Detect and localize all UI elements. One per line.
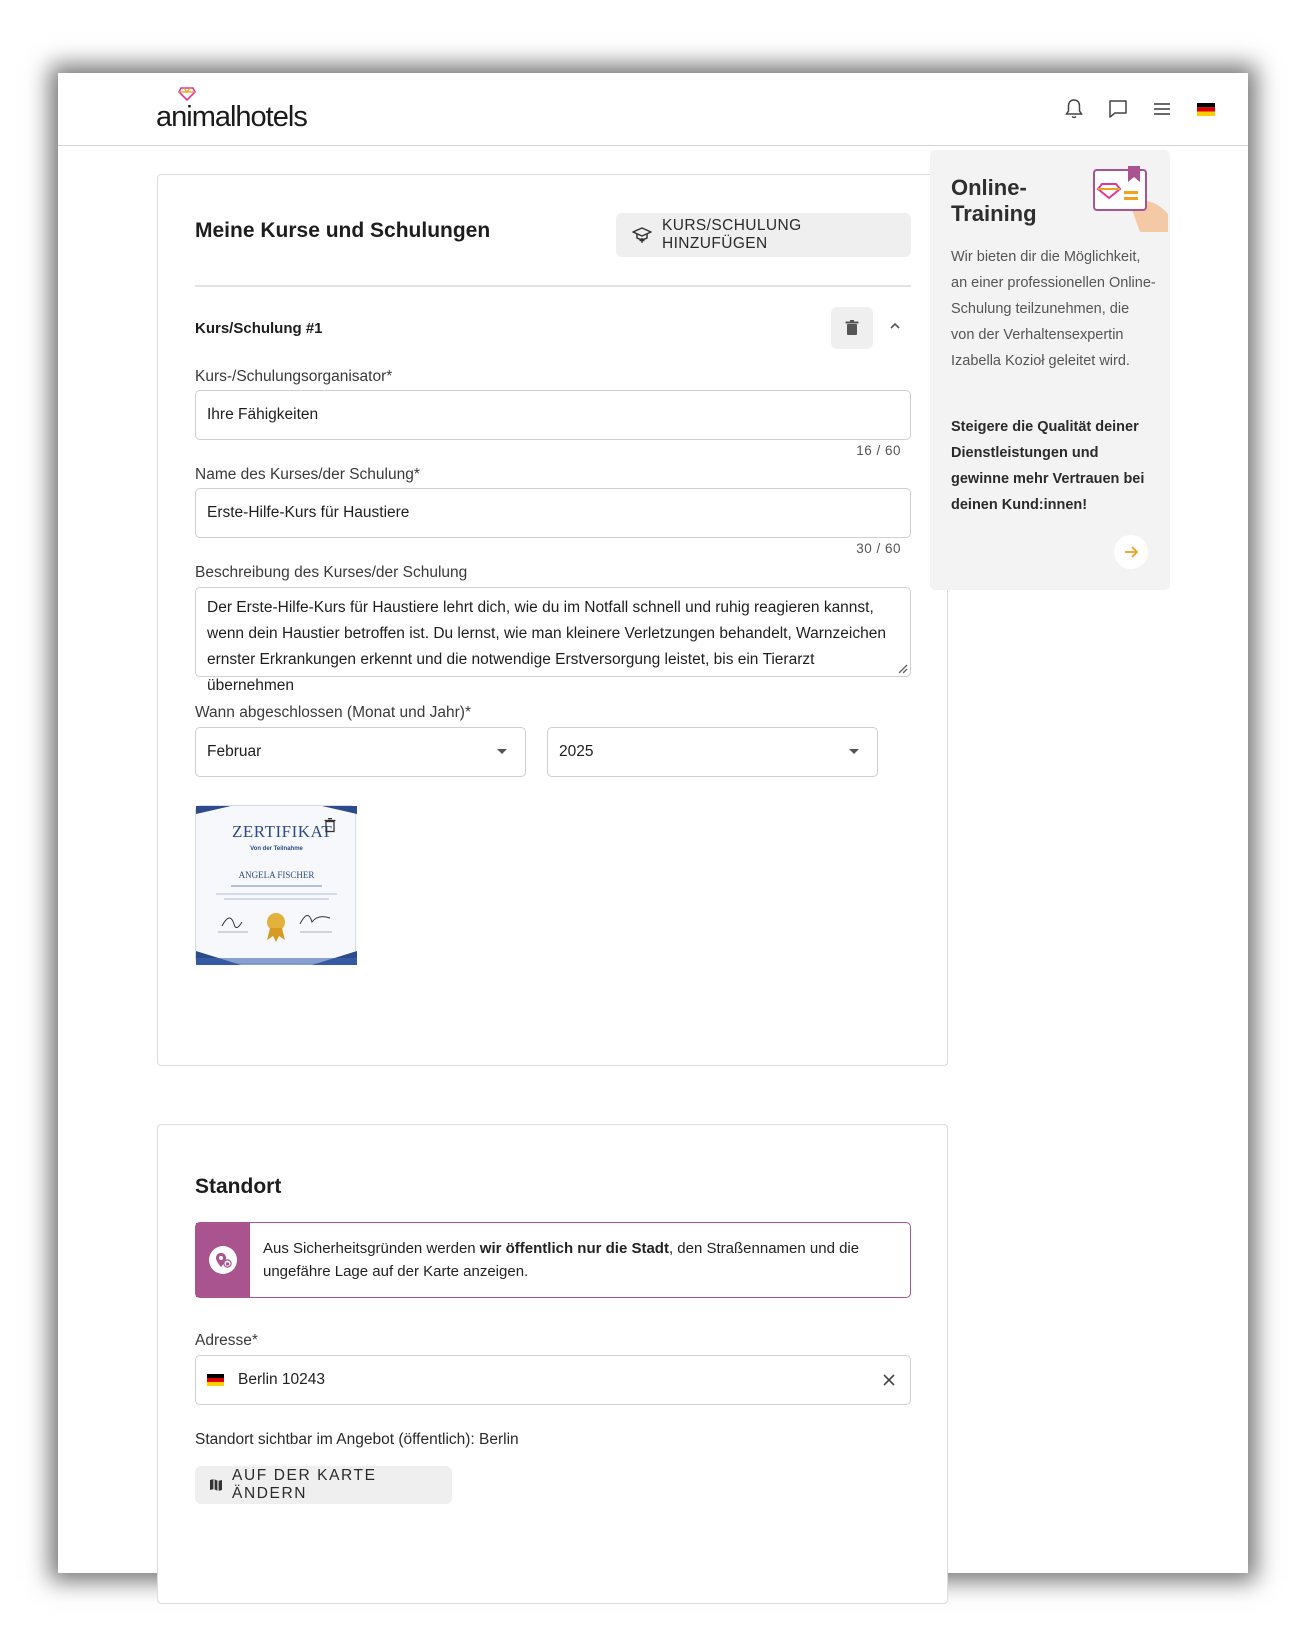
security-info-box <box>195 1222 911 1298</box>
description-textarea[interactable] <box>195 587 911 694</box>
chat-icon[interactable] <box>1106 97 1130 121</box>
completed-label: Wann abgeschlossen (Monat und Jahr)* <box>195 704 471 721</box>
info-text <box>263 1237 883 1283</box>
online-training-title: Online-Training <box>951 175 1037 226</box>
course-name-value: Erste-Hilfe-Kurs für Haustiere <box>207 504 410 521</box>
month-value: Februar <box>207 743 262 760</box>
info-text-bold: wir öffentlich nur die Stadt <box>479 1240 669 1257</box>
online-training-highlight: Steigere die Qualität deiner Dienstleistungen und gewinne mehr Vertrauen bei deinen Kund:innen! <box>951 419 1145 513</box>
organizer-counter: 16 / 60 <box>856 443 901 458</box>
location-title: Standort <box>195 1175 282 1198</box>
address-value: Berlin 10243 <box>238 1371 326 1388</box>
add-course-label: KURS/SCHULUNG HINZUFÜGEN <box>662 217 802 252</box>
top-navigation-bar <box>58 73 1248 146</box>
online-training-arrow-button[interactable] <box>1114 535 1148 569</box>
certificate-name: ANGELA FISCHER <box>238 870 315 880</box>
collapse-chevron-button[interactable] <box>884 315 906 337</box>
organizer-label: Kurs-/Schulungsorganisator* <box>195 368 393 385</box>
location-privacy-icon <box>208 1245 238 1275</box>
online-training-card <box>930 150 1170 590</box>
graduation-cap-icon <box>632 226 652 244</box>
info-text-suffix: , den Straßennamen und die ungefähre Lage auf der Karte anzeigen. <box>263 1240 860 1280</box>
address-input[interactable] <box>195 1355 911 1405</box>
bell-icon[interactable] <box>1062 97 1086 121</box>
logo-text: animalhotels <box>156 101 307 133</box>
diamond-logo-icon <box>178 87 196 101</box>
change-on-map-button[interactable] <box>195 1466 452 1504</box>
menu-icon[interactable] <box>1150 97 1174 121</box>
clear-address-button[interactable] <box>878 1369 900 1396</box>
month-select[interactable] <box>195 727 526 777</box>
app-window <box>58 73 1248 1573</box>
location-card <box>157 1124 948 1604</box>
arrow-right-icon <box>1123 545 1139 559</box>
info-side <box>196 1223 250 1297</box>
header-icons <box>1062 97 1218 121</box>
year-select[interactable] <box>547 727 878 777</box>
divider <box>195 285 911 287</box>
certificate-thumbnail[interactable] <box>195 805 356 964</box>
info-text-prefix: Aus Sicherheitsgründen werden <box>263 1240 480 1257</box>
certificate-subtitle: Von der Teilnahme <box>250 846 303 852</box>
organizer-value: Ihre Fähigkeiten <box>207 406 319 423</box>
flag-de-icon <box>207 1374 224 1386</box>
organizer-input[interactable] <box>195 390 911 440</box>
address-label: Adresse* <box>195 1332 258 1349</box>
trash-icon <box>845 320 859 336</box>
public-location-text: Standort sichtbar im Angebot (öffentlich): Berlin <box>195 1431 519 1448</box>
course-name-input[interactable] <box>195 488 911 538</box>
map-icon <box>209 1478 223 1492</box>
chevron-up-icon <box>889 322 901 330</box>
change-on-map-label: AUF DER KARTE ÄNDERN <box>232 1467 377 1502</box>
close-icon <box>878 1369 900 1391</box>
caret-down-icon <box>849 749 859 754</box>
course-name-counter: 30 / 60 <box>856 541 901 556</box>
resize-handle-icon[interactable] <box>896 662 908 674</box>
certificate-illustration-icon <box>1090 164 1170 232</box>
courses-title: Meine Kurse und Schulungen <box>195 219 491 242</box>
flag-de-icon[interactable] <box>1194 97 1218 121</box>
certificate-title: ZERTIFIKAT <box>232 822 333 841</box>
year-value: 2025 <box>559 743 594 760</box>
delete-course-button[interactable] <box>831 307 873 349</box>
online-training-text: Wir bieten dir die Möglichkeit, an einer professionellen Online-Schulung teilzunehmen, die von der Verhaltensexpertin Izabella Kozioł geleitet wird. <box>951 249 1156 369</box>
trash-outline-icon <box>324 818 336 832</box>
description-value: Der Erste-Hilfe-Kurs für Haustiere lehrt dich, wie du im Notfall schnell und ruhig reagieren kannst, wenn dein Haustier betroffen ist. Du lernst, wie man kleinere Verletzungen behandelt, Warnzeichen ernster Erkrankungen erkennt und die notwendige Erstversorgung leistet, bis ein Tierarzt übernehmen <box>207 599 886 694</box>
delete-certificate-button[interactable] <box>324 818 336 837</box>
caret-down-icon <box>497 749 507 754</box>
description-label: Beschreibung des Kurses/der Schulung <box>195 564 468 581</box>
courses-card <box>157 174 948 1066</box>
add-course-button[interactable] <box>616 213 911 257</box>
course-item-heading: Kurs/Schulung #1 <box>195 320 323 337</box>
course-name-label: Name des Kurses/der Schulung* <box>195 466 420 483</box>
